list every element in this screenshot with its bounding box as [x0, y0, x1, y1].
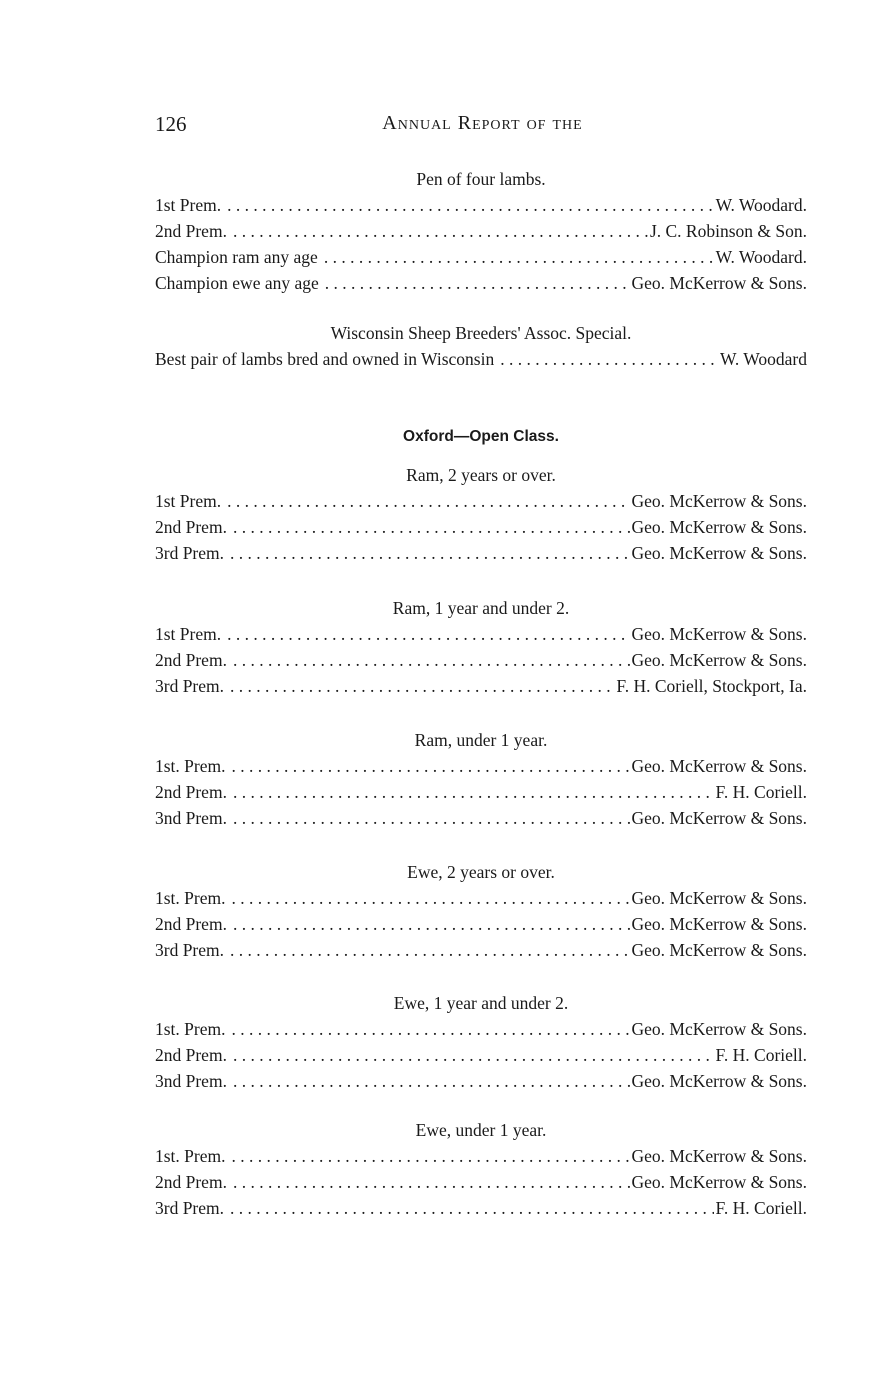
award-winner: Geo. McKerrow & Sons.: [631, 273, 807, 293]
award-label: 1st. Prem.: [155, 888, 226, 908]
dot-leader: [233, 514, 630, 540]
award-label: 2nd Prem.: [155, 517, 227, 537]
dot-leader: [230, 540, 630, 566]
award-winner: Geo. McKerrow & Sons.: [631, 914, 807, 934]
award-winner: Geo. McKerrow & Sons.: [631, 1146, 807, 1166]
dot-leader: [233, 1169, 630, 1195]
award-label: 2nd Prem.: [155, 1045, 227, 1065]
award-winner: Geo. McKerrow & Sons.: [631, 1071, 807, 1091]
dot-leader: [233, 647, 630, 673]
award-entry: [155, 488, 807, 514]
section-ram-under-1-year: [155, 727, 807, 831]
award-winner: J. C. Robinson & Son.: [649, 221, 807, 241]
award-winner: Geo. McKerrow & Sons.: [631, 940, 807, 960]
award-winner: F. H. Coriell.: [715, 1198, 807, 1218]
section-pen-of-four-lambs: [155, 166, 807, 296]
section-heading: Pen of four lambs.: [416, 169, 546, 189]
section-wisconsin-special: [155, 320, 807, 372]
award-label: 1st. Prem.: [155, 756, 226, 776]
award-label: 1st. Prem.: [155, 1019, 226, 1039]
dot-leader: [232, 753, 630, 779]
dot-leader: [233, 218, 648, 244]
award-entry: [155, 805, 807, 831]
award-label: 1st Prem.: [155, 624, 222, 644]
section-heading: Ram, 2 years or over.: [406, 465, 556, 485]
award-entry: [155, 753, 807, 779]
award-winner: W. Woodard.: [715, 195, 807, 215]
dot-leader: [233, 911, 630, 937]
award-winner: Geo. McKerrow & Sons.: [631, 1172, 807, 1192]
award-label: 2nd Prem.: [155, 782, 227, 802]
award-winner: Geo. McKerrow & Sons.: [631, 517, 807, 537]
dot-leader: [230, 937, 630, 963]
section-heading: Ewe, 2 years or over.: [407, 862, 555, 882]
award-label: 2nd Prem.: [155, 221, 227, 241]
section-ewe-1-year-and-under-2: [155, 990, 807, 1094]
award-entry: [155, 1068, 807, 1094]
award-label: Champion ram any age: [155, 247, 318, 267]
award-winner: F. H. Coriell.: [715, 1045, 807, 1065]
dot-leader: [325, 270, 630, 296]
award-label: 2nd Prem.: [155, 914, 227, 934]
award-label: 3rd Prem.: [155, 676, 225, 696]
award-entry: [155, 673, 807, 699]
dot-leader: [324, 244, 714, 270]
award-label: 1st Prem.: [155, 195, 222, 215]
award-winner: Geo. McKerrow & Sons.: [631, 491, 807, 511]
award-winner: W. Woodard: [719, 349, 807, 369]
award-entry: [155, 621, 807, 647]
award-label: 1st Prem.: [155, 491, 222, 511]
award-label: 1st. Prem.: [155, 1146, 226, 1166]
award-entry: [155, 346, 807, 372]
award-label: Champion ewe any age: [155, 273, 319, 293]
award-entry: [155, 244, 807, 270]
award-entry: [155, 1169, 807, 1195]
section-ewe-under-1-year: [155, 1117, 807, 1221]
dot-leader: [230, 1195, 714, 1221]
award-entry: [155, 1016, 807, 1042]
class-heading-block: [155, 424, 807, 450]
section-ram-1-year-and-under-2: [155, 595, 807, 699]
dot-leader: [232, 885, 630, 911]
section-heading: Ram, under 1 year.: [414, 730, 548, 750]
award-winner: Geo. McKerrow & Sons.: [631, 888, 807, 908]
award-entry: [155, 270, 807, 296]
award-entry: [155, 514, 807, 540]
section-heading: Ewe, under 1 year.: [415, 1120, 547, 1140]
award-entry: [155, 1042, 807, 1068]
award-label: 3rd Prem.: [155, 1198, 225, 1218]
award-entry: [155, 192, 807, 218]
award-entry: [155, 218, 807, 244]
award-winner: F. H. Coriell.: [715, 782, 807, 802]
section-heading: Wisconsin Sheep Breeders' Assoc. Special.: [330, 323, 632, 343]
award-winner: Geo. McKerrow & Sons.: [631, 543, 807, 563]
section-heading: Ewe, 1 year and under 2.: [393, 993, 569, 1013]
award-label: 3rd Prem.: [155, 543, 225, 563]
award-winner: Geo. McKerrow & Sons.: [631, 1019, 807, 1039]
dot-leader: [230, 673, 614, 699]
award-label: 2nd Prem.: [155, 1172, 227, 1192]
award-winner: F. H. Coriell, Stockport, Ia.: [616, 676, 807, 696]
dot-leader: [227, 192, 713, 218]
award-label: 3nd Prem.: [155, 1071, 227, 1091]
award-entry: [155, 1143, 807, 1169]
award-entry: [155, 647, 807, 673]
award-entry: [155, 937, 807, 963]
section-ram-2-years-or-over: [155, 462, 807, 566]
dot-leader: [233, 779, 714, 805]
page-header: [155, 112, 810, 140]
page-number: 126: [155, 112, 187, 136]
dot-leader: [233, 805, 630, 831]
running-head: Annual Report of the: [382, 112, 583, 134]
award-entry: [155, 779, 807, 805]
dot-leader: [232, 1016, 630, 1042]
award-winner: Geo. McKerrow & Sons.: [631, 808, 807, 828]
class-heading: Oxford—Open Class.: [403, 428, 559, 445]
award-entry: [155, 540, 807, 566]
award-label: 3rd Prem.: [155, 940, 225, 960]
award-entry: [155, 885, 807, 911]
award-label: Best pair of lambs bred and owned in Wisconsin: [155, 349, 495, 369]
section-heading: Ram, 1 year and under 2.: [392, 598, 570, 618]
award-label: 2nd Prem.: [155, 650, 227, 670]
dot-leader: [233, 1042, 714, 1068]
dot-leader: [232, 1143, 630, 1169]
award-winner: Geo. McKerrow & Sons.: [631, 624, 807, 644]
award-winner: Geo. McKerrow & Sons.: [631, 756, 807, 776]
dot-leader: [227, 488, 629, 514]
section-ewe-2-years-or-over: [155, 859, 807, 963]
award-winner: W. Woodard.: [715, 247, 807, 267]
dot-leader: [233, 1068, 630, 1094]
dot-leader: [500, 346, 718, 372]
award-winner: Geo. McKerrow & Sons.: [631, 650, 807, 670]
award-entry: [155, 911, 807, 937]
award-label: 3nd Prem.: [155, 808, 227, 828]
dot-leader: [227, 621, 629, 647]
award-entry: [155, 1195, 807, 1221]
